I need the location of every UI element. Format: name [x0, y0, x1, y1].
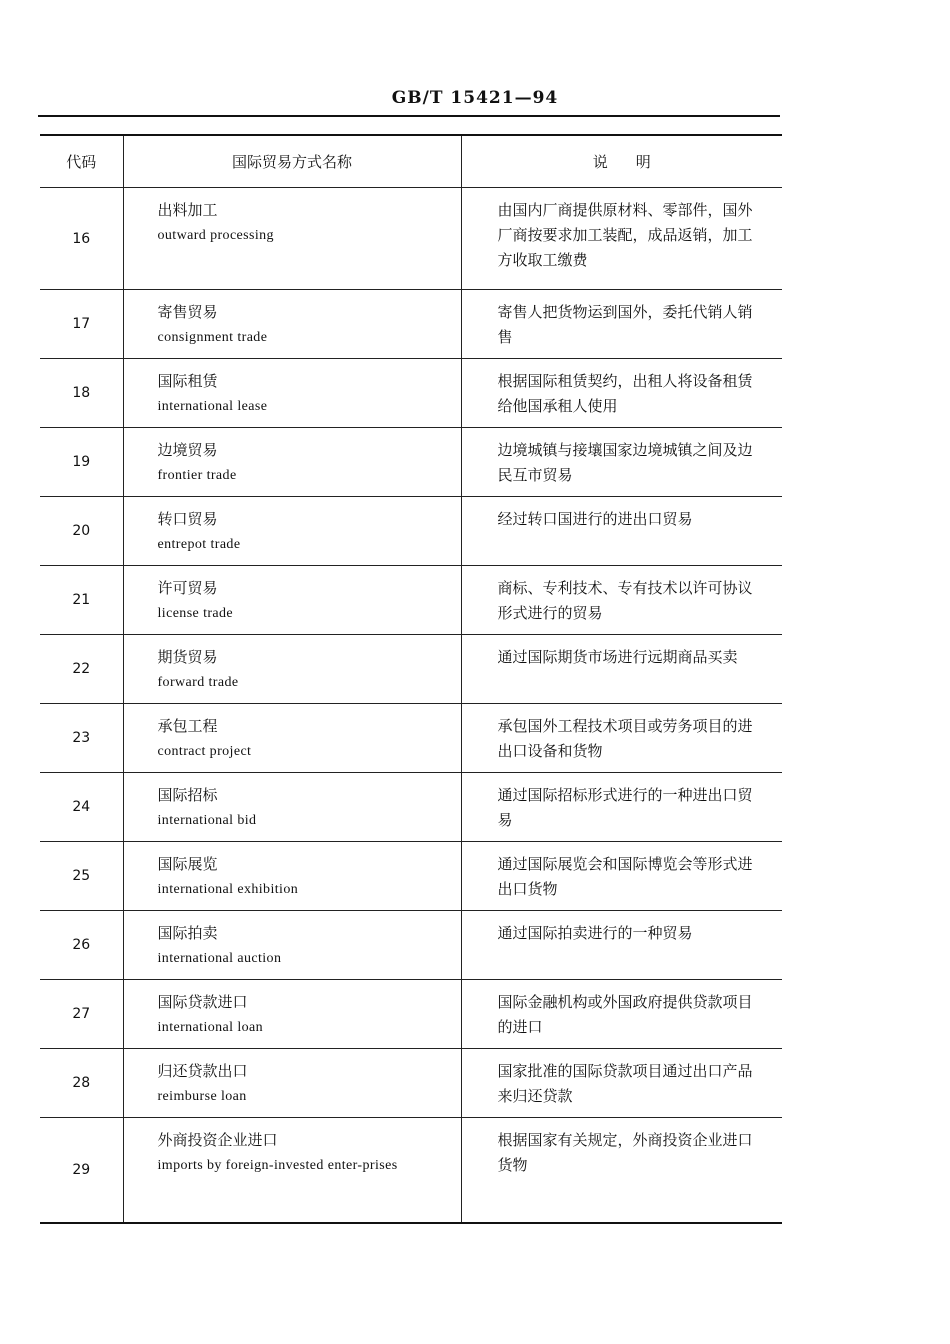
row-name-cell: [123, 704, 461, 773]
row-code: 23: [40, 704, 123, 773]
row-code: 18: [40, 359, 123, 428]
row-description-cell: [461, 290, 782, 359]
row-description: 通过国际展览会和国际博览会等形式进出口货物: [497, 855, 753, 898]
row-description: 承包国外工程技术项目或劳务项目的进出口设备和货物: [497, 717, 753, 760]
row-name-chinese: 外商投资企业进口: [157, 1131, 278, 1149]
row-name-english: outward processing: [157, 228, 274, 243]
row-name-english: international lease: [157, 399, 268, 414]
row-description-cell: [461, 980, 782, 1049]
row-name-chinese: 寄售贸易: [157, 303, 218, 321]
table-header-row: [40, 135, 782, 188]
row-name-english: international auction: [157, 951, 282, 966]
row-code: 26: [40, 911, 123, 980]
row-name-english: international loan: [157, 1020, 264, 1035]
row-description-cell: [461, 1049, 782, 1118]
row-name-cell: [123, 290, 461, 359]
row-name-english: international exhibition: [157, 882, 299, 897]
row-name-english: contract project: [157, 744, 252, 759]
row-name-english: consignment trade: [157, 330, 268, 345]
table-row: [40, 290, 782, 359]
row-name-english: forward trade: [157, 675, 239, 690]
table-row: [40, 359, 782, 428]
table-row: [40, 911, 782, 980]
row-name-chinese: 国际贷款进口: [157, 993, 248, 1011]
row-code: 28: [40, 1049, 123, 1118]
row-name-cell: [123, 1118, 461, 1223]
row-name-english: entrepot trade: [157, 537, 241, 552]
row-description: 国际金融机构或外国政府提供贷款项目的进口: [497, 993, 753, 1036]
row-description: 根据国际租赁契约，出租人将设备租赁给他国承租人使用: [497, 372, 753, 415]
table-row: [40, 980, 782, 1049]
row-name-chinese: 承包工程: [157, 717, 218, 735]
row-description: 根据国家有关规定，外商投资企业进口货物: [497, 1131, 753, 1174]
row-code: 29: [40, 1118, 123, 1223]
row-code: 27: [40, 980, 123, 1049]
table-row: [40, 773, 782, 842]
row-name-chinese: 边境贸易: [157, 441, 218, 459]
row-name-cell: [123, 566, 461, 635]
row-code: 22: [40, 635, 123, 704]
row-name-chinese: 出料加工: [157, 201, 218, 219]
row-code: 19: [40, 428, 123, 497]
row-name-chinese: 归还贷款出口: [157, 1062, 248, 1080]
table-row: [40, 188, 782, 290]
row-name-cell: [123, 188, 461, 290]
row-description-cell: [461, 911, 782, 980]
row-name-english: reimburse loan: [157, 1089, 247, 1104]
row-description: 经过转口国进行的进出口贸易: [497, 510, 693, 528]
table-row: [40, 842, 782, 911]
row-name-english: imports by foreign-invested enter-prises: [157, 1158, 398, 1173]
row-name-cell: [123, 497, 461, 566]
standard-number: GB/T 15421—94: [391, 88, 559, 108]
table-row: [40, 497, 782, 566]
row-name-cell: [123, 842, 461, 911]
row-name-chinese: 许可贸易: [157, 579, 218, 597]
row-description: 通过国际招标形式进行的一种进出口贸易: [497, 786, 753, 829]
table-row: [40, 1049, 782, 1118]
row-description-cell: [461, 188, 782, 290]
row-name-cell: [123, 911, 461, 980]
row-description-cell: [461, 566, 782, 635]
row-code: 25: [40, 842, 123, 911]
column-header-code: 代码: [40, 135, 123, 188]
row-description: 通过国际拍卖进行的一种贸易: [497, 924, 693, 942]
row-description-cell: [461, 428, 782, 497]
trade-mode-table: [40, 134, 782, 1224]
row-description-cell: [461, 773, 782, 842]
row-name-cell: [123, 359, 461, 428]
row-name-chinese: 期货贸易: [157, 648, 218, 666]
row-name-chinese: 国际招标: [157, 786, 218, 804]
row-description-cell: [461, 842, 782, 911]
row-description: 由国内厂商提供原材料、零部件，国外厂商按要求加工装配，成品返销，加工方收取工缴费: [497, 201, 753, 269]
row-description-cell: [461, 635, 782, 704]
row-name-cell: [123, 428, 461, 497]
row-description-cell: [461, 704, 782, 773]
table-row: [40, 428, 782, 497]
row-name-chinese: 国际展览: [157, 855, 218, 873]
row-name-english: license trade: [157, 606, 234, 621]
row-description-cell: [461, 497, 782, 566]
row-description-cell: [461, 1118, 782, 1223]
row-name-cell: [123, 1049, 461, 1118]
row-description: 边境城镇与接壤国家边境城镇之间及边民互市贸易: [497, 441, 753, 484]
table-row: [40, 566, 782, 635]
row-name-chinese: 国际租赁: [157, 372, 218, 390]
column-header-name: 国际贸易方式名称: [123, 135, 461, 188]
row-code: 17: [40, 290, 123, 359]
row-code: 16: [40, 188, 123, 290]
row-name-english: international bid: [157, 813, 257, 828]
row-name-cell: [123, 980, 461, 1049]
row-description: 通过国际期货市场进行远期商品买卖: [497, 648, 738, 666]
row-code: 20: [40, 497, 123, 566]
column-header-description: 说明: [461, 135, 782, 188]
row-name-cell: [123, 635, 461, 704]
row-name-chinese: 转口贸易: [157, 510, 218, 528]
table-row: [40, 1118, 782, 1223]
row-name-chinese: 国际拍卖: [157, 924, 218, 942]
row-code: 21: [40, 566, 123, 635]
row-description: 商标、专利技术、专有技术以许可协议形式进行的贸易: [497, 579, 753, 622]
row-description: 寄售人把货物运到国外，委托代销人销售: [497, 303, 753, 346]
table-row: [40, 704, 782, 773]
row-description-cell: [461, 359, 782, 428]
row-name-english: frontier trade: [157, 468, 237, 483]
header-rule: [38, 115, 780, 117]
table-row: [40, 635, 782, 704]
row-name-cell: [123, 773, 461, 842]
row-description: 国家批准的国际贷款项目通过出口产品来归还贷款: [497, 1062, 753, 1105]
row-code: 24: [40, 773, 123, 842]
